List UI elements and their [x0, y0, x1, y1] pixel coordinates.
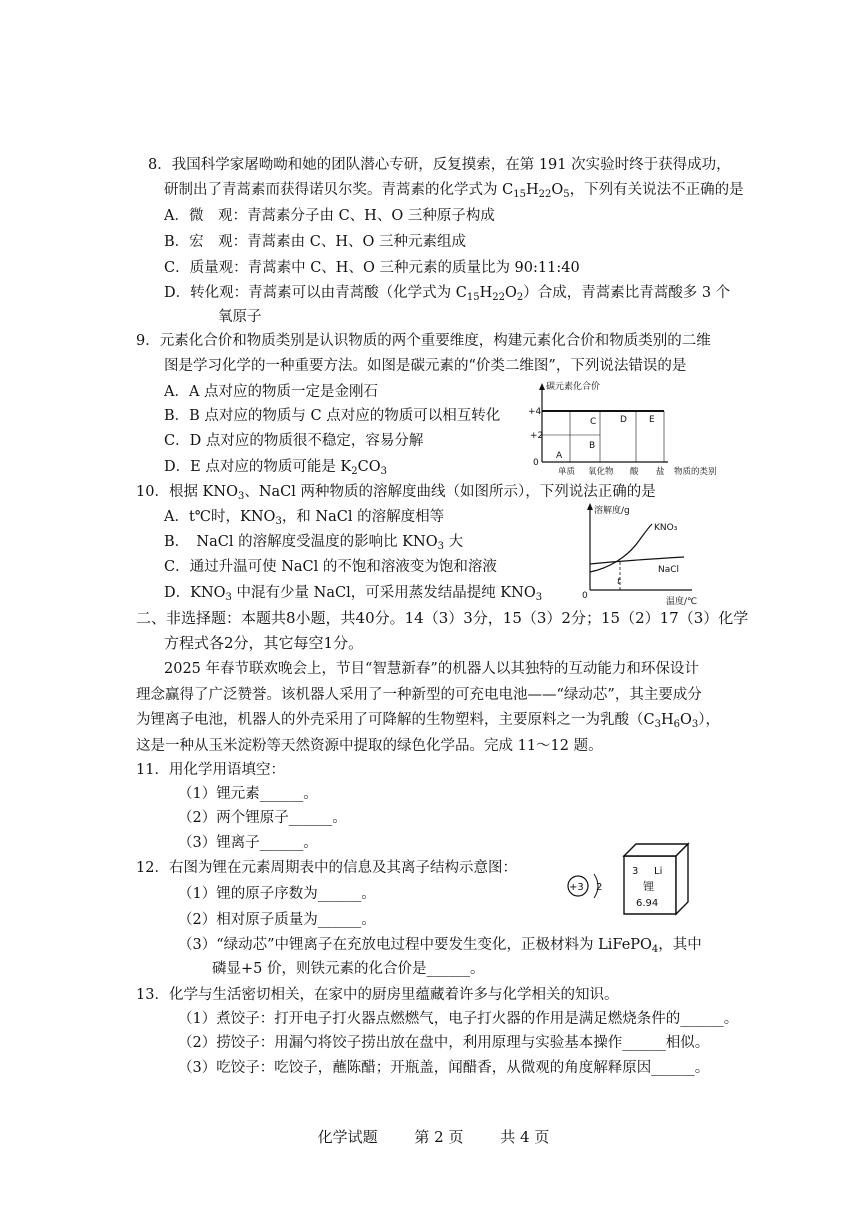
y-axis-label: 碳元素化合价 — [546, 382, 601, 392]
q9-option-a: A．A 点对应的物质一定是金刚石 — [164, 384, 379, 400]
y-axis-label: 溶解度/g — [594, 506, 630, 516]
q8-stem-line1: 8．我国科学家屠呦呦和她的团队潜心专研，反复摸索，在第 191 次实验时终于获得成功， — [148, 157, 731, 173]
q11-part2: （2）两个锂原子______。 — [178, 810, 347, 826]
carbon-valence-category-diagram — [528, 378, 738, 478]
point-d: D — [620, 415, 627, 425]
x-tick-salt: 盐 — [656, 467, 665, 477]
q8-option-d: D．转化观：青蒿素可以由青蒿酸（化学式为 $C_{15}H_{22}O_2$）合成，青蒿素比青蒿酸多 3 个 — [164, 285, 731, 303]
kno3-label: KNO₃ — [654, 523, 678, 533]
origin-label: 0 — [582, 591, 588, 601]
x-axis-label: 物质的类别 — [674, 467, 717, 477]
q13-part3: （3）吃饺子：吃饺子，蘸陈醋；开瓶盖，闻醋香，从微观的角度解释原因______。 — [178, 1060, 710, 1076]
q10-stem: 10．根据 $KNO_3$、NaCl 两种物质的溶解度曲线（如图所示），下列说法正确的是 — [136, 484, 656, 502]
atomic-number: 3 — [632, 866, 639, 877]
q10-option-a: A．t℃时，$KNO_3$，和 NaCl 的溶解度相等 — [164, 509, 445, 527]
section2-heading-line2: 方程式各2分，其它每空1分。 — [164, 634, 364, 652]
q12-part1: （1）锂的原子序数为______。 — [178, 886, 376, 902]
lithium-ion-structure-diagram — [560, 860, 610, 910]
intro-line4: 这是一种从玉米淀粉等天然资源中提取的绿色化学品。完成 11～12 题。 — [136, 738, 603, 754]
point-c: C — [590, 417, 597, 427]
x-tick-oxide: 氧化物 — [588, 467, 614, 477]
q9-stem-line2: 图是学习化学的一种重要方法。如图是碳元素的“价类二维图”，下列说法错误的是 — [164, 358, 687, 374]
kno3-curve — [590, 524, 652, 572]
q11-stem: 11．用化学用语填空： — [136, 762, 285, 778]
q13-part1: （1）煮饺子：打开电子打火器点燃燃气，电子打火器的作用是满足燃烧条件的______。 — [178, 1011, 739, 1027]
lithium-periodic-cell — [620, 842, 692, 918]
point-e: E — [649, 415, 655, 425]
atomic-mass: 6.94 — [636, 898, 659, 909]
section2-heading-line1: 二、非选择题：本题共8小题，共40分。14（3）3分，15（3）2分；15（2）17（3）化学 — [136, 609, 749, 627]
point-a: A — [556, 451, 563, 461]
y-axis-arrow — [587, 503, 593, 510]
q9-stem-line1: 9．元素化合价和物质类别是认识物质的两个重要维度，构建元素化合价和物质类别的二维 — [136, 333, 711, 349]
footer-total-pages: 共 4 页 — [500, 1128, 550, 1146]
intro-line3: 为锂离子电池，机器人的外壳采用了可降解的生物塑料，主要原料之一为乳酸$(C_3H_6O_3)$， — [136, 712, 721, 730]
q9-option-d: D．E 点对应的物质可能是 $K_2CO_3$ — [164, 459, 387, 477]
q13-part2: （2）捞饺子：用漏勺将饺子捞出放在盘中，利用原理与实验基本操作______相似。 — [178, 1035, 710, 1051]
page-footer — [0, 1126, 867, 1147]
q12-part3-line2: 磷显+5 价，则铁元素的化合价是______。 — [212, 961, 485, 977]
intro-line1: 2025 年春节联欢晚会上，节目“智慧新春”的机器人以其独特的互动能力和环保设计 — [164, 661, 699, 677]
nacl-label: NaCl — [658, 565, 680, 575]
q13-stem: 13．化学与生活密切相关，在家中的厨房里蕴藏着许多与化学相关的知识。 — [136, 987, 619, 1003]
q8-stem-line2: 研制出了青蒿素而获得诺贝尔奖。青蒿素的化学式为 $C_{15}H_{22}O_5$，下列有关说法不正确的是 — [164, 182, 744, 200]
solubility-curve-figure — [580, 500, 710, 608]
nacl-curve — [590, 557, 684, 564]
intro-line2: 理念赢得了广泛赞誉。该机器人采用了一种新型的可充电电池——“绿动芯”，其主要成分 — [136, 687, 702, 703]
footer-subject: 化学试题 — [317, 1128, 378, 1146]
point-b: B — [589, 441, 596, 451]
q11-part3: （3）锂离子______。 — [178, 835, 318, 851]
q12-stem: 12．右图为锂在元素周期表中的信息及其离子结构示意图： — [136, 860, 517, 876]
element-name: 锂 — [643, 880, 654, 893]
q8-option-c: C．质量观：青蒿素中 C、H、O 三种元素的质量比为 90:11:40 — [164, 260, 580, 276]
nucleus-charge: +3 — [569, 882, 584, 893]
q12-part2: （2）相对原子质量为______。 — [178, 912, 376, 928]
x-tick-elemental: 单质 — [558, 467, 576, 477]
q12-part3: （3）“绿动芯”中锂离子在充放电过程中要发生变化，正极材料为 LiFePO$_4$，其中 — [178, 937, 702, 955]
q8-option-b: B．宏 观：青蒿素由 C、H、O 三种元素组成 — [164, 234, 466, 250]
y-tick-plus4: +4 — [528, 407, 542, 417]
t-label: t — [617, 577, 621, 587]
x-tick-acid: 酸 — [630, 467, 639, 477]
electron-count: 2 — [596, 882, 603, 893]
y-tick-plus2: +2 — [530, 431, 544, 441]
y-axis-arrow — [539, 383, 545, 390]
x-axis-label: 温度/℃ — [666, 597, 698, 607]
q10-option-d: D．$KNO_3$ 中混有少量 NaCl，可采用蒸发结晶提纯 $KNO_3$ — [164, 585, 543, 603]
q8-option-d-line2: 氧原子 — [218, 309, 262, 325]
element-symbol: Li — [654, 866, 663, 877]
q8-option-a: A．微 观：青蒿素分子由 C、H、O 三种原子构成 — [164, 208, 495, 224]
footer-page-number: 第 2 页 — [414, 1128, 464, 1146]
q9-option-b: B．B 点对应的物质与 C 点对应的物质可以相互转化 — [164, 408, 501, 424]
y-tick-zero: 0 — [533, 458, 539, 468]
q11-part1: （1）锂元素______。 — [178, 786, 318, 802]
q10-option-b: B． NaCl 的溶解度受温度的影响比 $KNO_3$ 大 — [164, 534, 464, 552]
q9-option-c: C．D 点对应的物质很不稳定，容易分解 — [164, 433, 424, 449]
q10-option-c: C．通过升温可使 NaCl 的不饱和溶液变为饱和溶液 — [164, 559, 497, 575]
